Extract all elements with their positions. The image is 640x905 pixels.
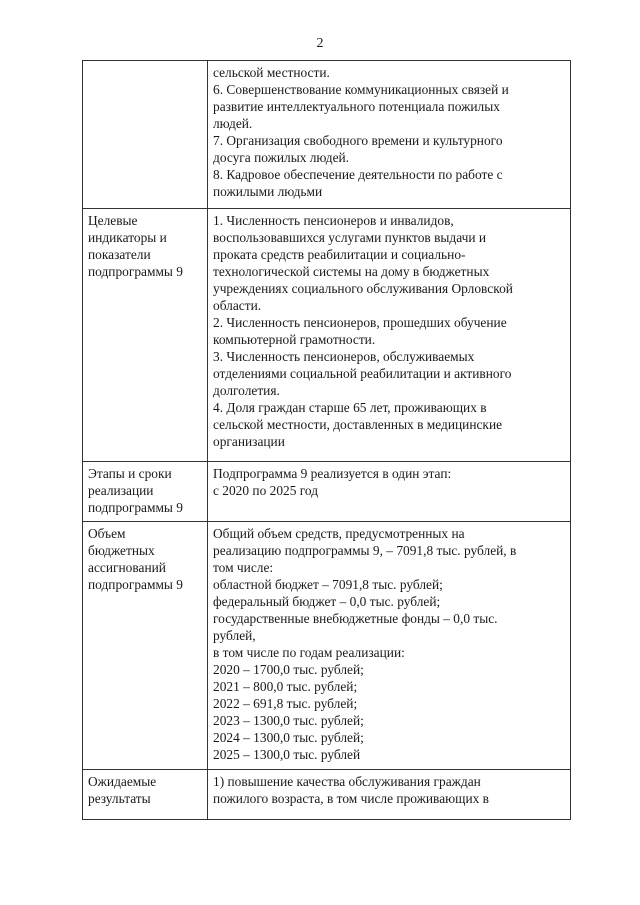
- label-line: Этапы и сроки: [88, 466, 172, 481]
- content-line: организации: [213, 434, 285, 449]
- content-line: сельской местности, доставленных в медицинские: [213, 417, 503, 432]
- content-line: компьютерной грамотности.: [213, 332, 376, 347]
- content-line: области.: [213, 298, 262, 313]
- row-label-cell: [83, 522, 208, 770]
- content-line: 4. Доля граждан старше 65 лет, проживающих в: [213, 400, 487, 415]
- content-line: отделениями социальной реабилитации и активного: [213, 366, 512, 381]
- row-label-cell: [83, 770, 208, 820]
- content-line: 2. Численность пенсионеров, прошедших обучение: [213, 315, 507, 330]
- table-row: [83, 462, 571, 522]
- content-line: людей.: [213, 116, 253, 131]
- table-row: [83, 770, 571, 820]
- content-line: 3. Численность пенсионеров, обслуживаемых: [213, 349, 475, 364]
- content-line: государственные внебюджетные фонды – 0,0 тыс.: [213, 611, 498, 626]
- label-line: ассигнований: [88, 560, 166, 575]
- content-line: 2021 – 800,0 тыс. рублей;: [213, 679, 358, 694]
- content-line: 2024 – 1300,0 тыс. рублей;: [213, 730, 364, 745]
- content-line: технологической системы на дому в бюджетных: [213, 264, 490, 279]
- label-line: показатели: [88, 247, 151, 262]
- table-row: [83, 61, 571, 209]
- content-line: Подпрограмма 9 реализуется в один этап:: [213, 466, 452, 481]
- table-row: [83, 209, 571, 462]
- label-line: индикаторы и: [88, 230, 167, 245]
- row-label-cell: [83, 61, 208, 209]
- label-line: подпрограммы 9: [88, 500, 183, 515]
- row-content-cell: [208, 462, 571, 522]
- content-line: 1. Численность пенсионеров и инвалидов,: [213, 213, 454, 228]
- content-line: 2022 – 691,8 тыс. рублей;: [213, 696, 358, 711]
- label-line: Ожидаемые: [88, 774, 157, 789]
- label-line: Объем: [88, 526, 126, 541]
- content-line: Общий объем средств, предусмотренных на: [213, 526, 465, 541]
- label-line: результаты: [88, 791, 151, 806]
- content-line: пожилыми людьми: [213, 184, 323, 199]
- row-label-cell: [83, 209, 208, 462]
- content-line: 7. Организация свободного времени и культурного: [213, 133, 503, 148]
- content-line: 8. Кадровое обеспечение деятельности по работе с: [213, 167, 503, 182]
- label-line: подпрограммы 9: [88, 577, 183, 592]
- content-line: 2020 – 1700,0 тыс. рублей;: [213, 662, 364, 677]
- content-line: учреждениях социального обслуживания Орловской: [213, 281, 513, 296]
- label-line: бюджетных: [88, 543, 155, 558]
- table-row: [83, 522, 571, 770]
- content-line: федеральный бюджет – 0,0 тыс. рублей;: [213, 594, 441, 609]
- content-line: проката средств реабилитации и социально-: [213, 247, 466, 262]
- subprogram-passport-table: [82, 60, 571, 820]
- content-line: сельской местности.: [213, 65, 330, 80]
- content-line: рублей,: [213, 628, 256, 643]
- label-line: реализации: [88, 483, 154, 498]
- content-line: 1) повышение качества обслуживания граждан: [213, 774, 481, 789]
- row-content-cell: [208, 209, 571, 462]
- content-line: в том числе по годам реализации:: [213, 645, 405, 660]
- label-line: подпрограммы 9: [88, 264, 183, 279]
- row-content-cell: [208, 61, 571, 209]
- content-line: 2023 – 1300,0 тыс. рублей;: [213, 713, 364, 728]
- page-number: 2: [316, 36, 324, 51]
- row-content-cell: [208, 522, 571, 770]
- content-line: долголетия.: [213, 383, 280, 398]
- content-line: 2025 – 1300,0 тыс. рублей: [213, 747, 361, 762]
- content-line: реализацию подпрограммы 9, – 7091,8 тыс. рублей, в: [213, 543, 517, 558]
- content-line: с 2020 по 2025 год: [213, 483, 319, 498]
- label-line: Целевые: [88, 213, 138, 228]
- content-line: том числе:: [213, 560, 274, 575]
- row-content-cell: [208, 770, 571, 820]
- content-line: пожилого возраста, в том числе проживающих в: [213, 791, 489, 806]
- row-label-cell: [83, 462, 208, 522]
- content-line: областной бюджет – 7091,8 тыс. рублей;: [213, 577, 443, 592]
- content-line: воспользовавшихся услугами пунктов выдачи и: [213, 230, 487, 245]
- content-line: 6. Совершенствование коммуникационных связей и: [213, 82, 509, 97]
- content-line: развитие интеллектуального потенциала пожилых: [213, 99, 500, 114]
- content-line: досуга пожилых людей.: [213, 150, 350, 165]
